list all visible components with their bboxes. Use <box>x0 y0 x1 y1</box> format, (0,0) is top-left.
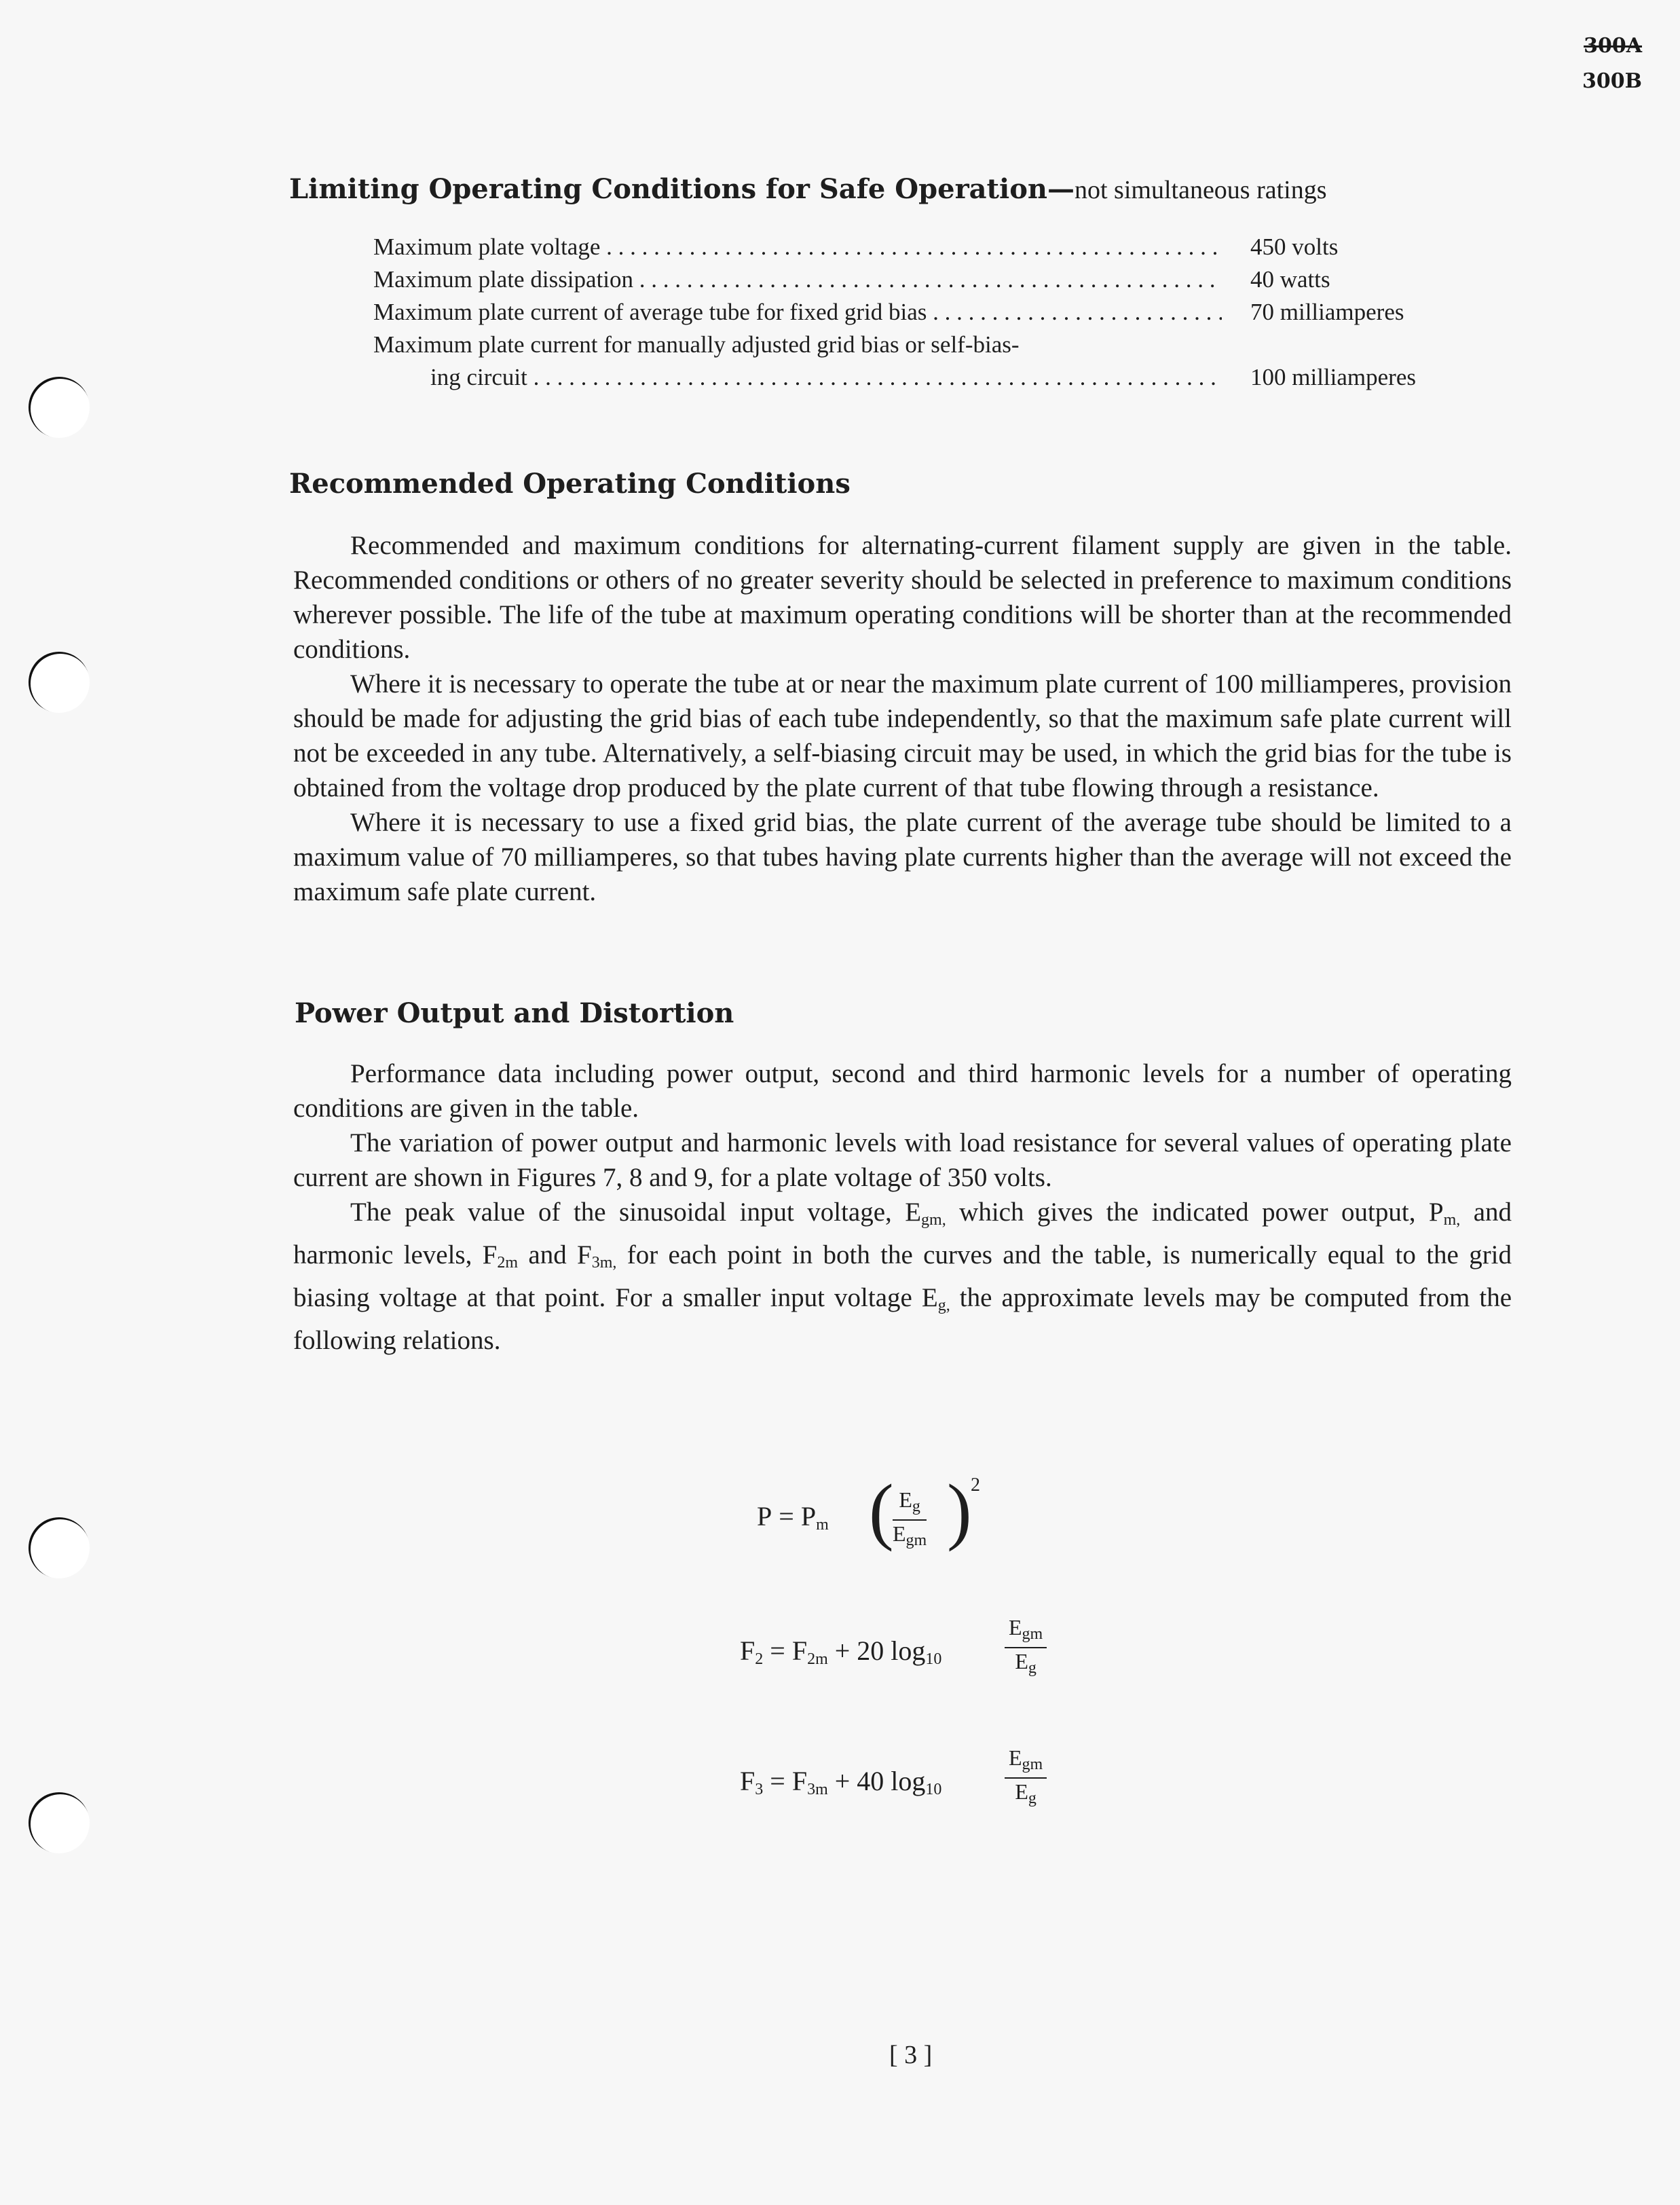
rating-value: 40 watts <box>1250 266 1330 293</box>
text-run: the approximate levels may be computed from the following relations. <box>293 1283 1512 1355</box>
exponent: 2 <box>971 1475 980 1496</box>
rating-label: Maximum plate voltage . . . <box>373 231 1222 263</box>
punch-hole <box>29 652 90 713</box>
tube-type-300a: 300A <box>1584 34 1642 58</box>
rating-value: 70 milliamperes <box>1250 299 1404 325</box>
rating-value: 100 milliamperes <box>1250 364 1416 390</box>
paragraph: Performance data including power output, second and third harmonic levels for a number of operating conditions are given in the table. <box>293 1059 1512 1123</box>
equation-second-harmonic <box>740 1613 1093 1688</box>
fraction: Egm Eg <box>1005 1614 1047 1681</box>
subscript: 2m <box>497 1254 519 1272</box>
heading-text: Limiting Operating Conditions for Safe Operation— <box>289 173 1075 205</box>
text-run: for each point in both the curves and the table, is numerically equal to the grid biasing voltage at that point. For a smaller input voltage E <box>293 1240 1512 1312</box>
tube-type-300b: 300B <box>1582 69 1642 93</box>
rating-row <box>373 296 1459 329</box>
rating-label: Maximum plate current for manually adjusted grid bias or self-bias- <box>373 331 1020 358</box>
subscript: 3m, <box>591 1254 617 1272</box>
punch-hole <box>29 1792 90 1853</box>
fraction: Egm Eg <box>1005 1745 1047 1811</box>
text-run: and harmonic levels, F <box>293 1198 1512 1270</box>
section-heading-limiting-conditions <box>289 171 1327 208</box>
eq-lhs: F2 = F2m + 20 log10 <box>740 1635 942 1668</box>
punch-hole <box>29 1517 90 1578</box>
rating-row <box>373 361 1459 394</box>
paragraph <box>293 1195 1512 1358</box>
section-heading-power-output: Power Output and Distortion <box>295 997 734 1029</box>
rating-row <box>373 231 1459 263</box>
page-number: [ 3 ] <box>889 2041 933 2069</box>
recommended-conditions-text <box>293 528 1512 909</box>
rating-row <box>373 263 1459 296</box>
subscript: gm, <box>921 1211 946 1229</box>
rating-row <box>373 329 1459 361</box>
right-paren: ) <box>947 1469 972 1552</box>
eq-lhs: F3 = F3m + 40 log10 <box>740 1766 942 1798</box>
rating-label: ing circuit . . . <box>430 361 1222 394</box>
fraction: Eg Egm <box>893 1487 927 1549</box>
rating-value: 450 volts <box>1250 234 1339 260</box>
punch-hole <box>29 377 90 438</box>
equation-third-harmonic <box>740 1743 1093 1818</box>
ratings-list <box>373 231 1459 394</box>
heading-subtitle: not simultaneous ratings <box>1075 176 1327 204</box>
left-paren: ( <box>869 1469 894 1552</box>
subscript: g, <box>937 1297 950 1314</box>
text-run: which gives the indicated power output, P <box>946 1198 1444 1227</box>
paragraph: Where it is necessary to use a fixed grid bias, the plate current of the average tube should be limited to a maximum value of 70 milliamperes, so that tubes having plate currents higher than the average will not exceed the maximum safe plate current. <box>293 808 1512 906</box>
subscript: m, <box>1443 1211 1461 1229</box>
page-identifier <box>1506 29 1642 99</box>
eq-lhs: P = Pm <box>757 1501 829 1534</box>
paragraph: The variation of power output and harmonic levels with load resistance for several values of operating plate current are shown in Figures 7, 8 and 9, for a plate voltage of 350 volts. <box>293 1128 1512 1192</box>
section-heading-recommended-conditions: Recommended Operating Conditions <box>289 468 851 500</box>
power-output-text <box>293 1056 1512 1358</box>
text-run: and F <box>518 1240 592 1270</box>
text-run: The peak value of the sinusoidal input voltage, E <box>350 1198 922 1227</box>
paragraph: Recommended and maximum conditions for alternating-current filament supply are given in the table. Recommended conditions or others of no greater severity should be selected in preference to maximum conditions wherever possible. The life of the tube at maximum operating conditions will be shorter than at the recommended conditions. <box>293 531 1512 664</box>
paragraph: Where it is necessary to operate the tube at or near the maximum plate current of 100 milliamperes, provision should be made for adjusting the grid bias of each tube independently, so that the maximum safe plate current will not be exceeded in any tube. Alternatively, a self-biasing circuit may be used, in which the grid bias for the tube is obtained from the voltage drop produced by the plate current of that tube flowing through a resistance. <box>293 669 1512 802</box>
rating-label: Maximum plate dissipation . . . <box>373 263 1222 296</box>
equation-power <box>757 1469 1028 1553</box>
rating-label: Maximum plate current of average tube for fixed grid bias . . . <box>373 296 1222 329</box>
